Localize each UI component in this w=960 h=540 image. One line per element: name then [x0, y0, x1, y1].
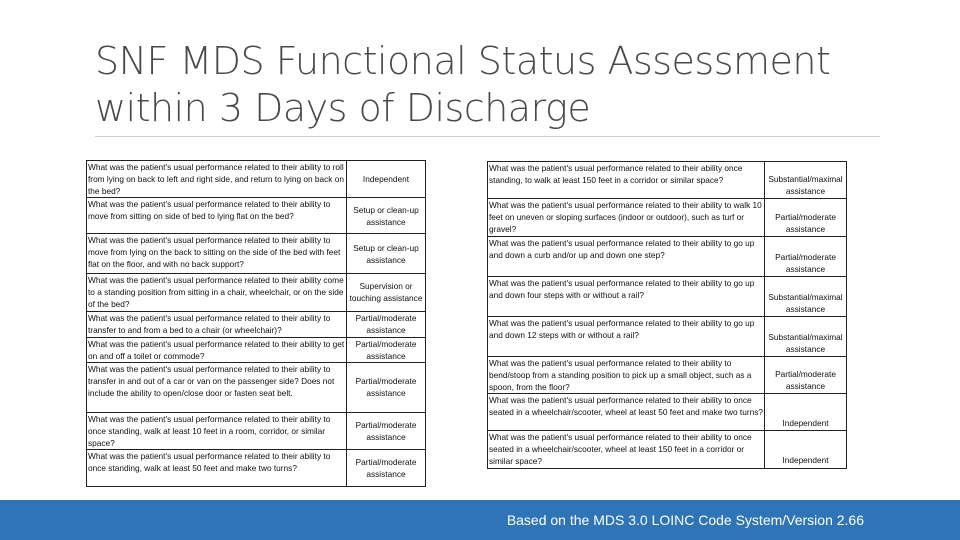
question-cell: What was the patient's usual performance related to their ability to once standing, walk at least 10 feet in a room, corridor, or similar space? [87, 412, 347, 449]
answer-cell: Partial/moderate assistance [765, 199, 847, 237]
table-row [87, 450, 426, 487]
table-row [488, 431, 847, 468]
answer-cell: Partial/moderate assistance [347, 450, 426, 487]
answer-cell: Independent [765, 394, 847, 431]
question-cell: What was the patient's usual performance related to their ability to go up and down four steps with or without a rail? [488, 277, 765, 317]
answer-cell: Partial/moderate assistance [347, 412, 426, 449]
title-line-1: SNF MDS Functional Status Assessment [95, 39, 831, 83]
answer-cell: Substantial/maximal assistance [765, 162, 847, 199]
answer-cell: Partial/moderate assistance [347, 337, 426, 362]
right-assessment-table [487, 161, 847, 469]
title-line-2: within 3 Days of Discharge [95, 86, 591, 130]
question-cell: What was the patient's usual performance related to their ability to move from lying on the back to sitting on the side of the bed with feet flat on the floor, and with no back support? [87, 234, 347, 274]
answer-cell: Substantial/maximal assistance [765, 317, 847, 357]
question-cell: What was the patient's usual performance related to their ability to transfer to and from a bed to a chair (or wheelchair)? [87, 311, 347, 337]
question-cell: What was the patient's usual performance related to their ability to get on and off a toilet or commode? [87, 337, 347, 362]
question-cell: What was the patient's usual performance related to their ability to transfer in and out of a car or van on the passenger side? Does not include the ability to open/close door or fasten seat belt. [87, 362, 347, 412]
table-row [488, 277, 847, 317]
question-cell: What was the patient's usual performance related to their ability to once seated in a wheelchair/scooter, wheel at least 150 feet in a corridor or similar space? [488, 431, 765, 468]
question-cell: What was the patient's usual performance related to their ability to once seated in a wheelchair/scooter, wheel at least 50 feet and make two turns? [488, 394, 765, 431]
table-row [488, 162, 847, 199]
answer-cell: Setup or clean-up assistance [347, 234, 426, 274]
table-row [87, 274, 426, 311]
answer-cell: Supervision or touching assistance [347, 274, 426, 311]
table-row [87, 412, 426, 449]
left-assessment-table [86, 160, 426, 487]
table-row [87, 198, 426, 234]
table-row [87, 337, 426, 362]
question-cell: What was the patient's usual performance related to their ability to roll from lying on back to left and right side, and return to lying on back on the bed? [87, 161, 347, 198]
answer-cell: Partial/moderate assistance [765, 357, 847, 394]
question-cell: What was the patient's usual performance related to their ability come to a standing position from sitting in a chair, wheelchair, or on the side of the bed? [87, 274, 347, 311]
answer-cell: Partial/moderate assistance [347, 311, 426, 337]
table-row [488, 317, 847, 357]
table-row [87, 234, 426, 274]
question-cell: What was the patient's usual performance related to their ability to move from sitting on side of bed to lying flat on the bed? [87, 198, 347, 234]
question-cell: What was the patient's usual performance related to their ability to walk 10 feet on uneven or sloping surfaces (indoor or outdoor), such as turf or gravel? [488, 199, 765, 237]
answer-cell: Partial/moderate assistance [765, 237, 847, 277]
table-row [488, 357, 847, 394]
question-cell: What was the patient's usual performance related to their ability once standing, to walk at least 150 feet in a corridor or similar space? [488, 162, 765, 199]
source-footnote: Based on the MDS 3.0 LOINC Code System/Version 2.66 [506, 512, 864, 528]
table-row [488, 394, 847, 431]
question-cell: What was the patient's usual performance related to their ability to once standing, walk at least 50 feet and make two turns? [87, 450, 347, 487]
table-row [87, 161, 426, 198]
table-row [488, 237, 847, 277]
table-row [87, 311, 426, 337]
slide-title [95, 38, 915, 132]
table-row [488, 199, 847, 237]
question-cell: What was the patient's usual performance related to their ability to go up and down a curb and/or up and down one step? [488, 237, 765, 277]
answer-cell: Partial/moderate assistance [347, 362, 426, 412]
title-divider [95, 136, 880, 137]
answer-cell: Substantial/maximal assistance [765, 277, 847, 317]
table-row [87, 362, 426, 412]
answer-cell: Independent [765, 431, 847, 468]
answer-cell: Independent [347, 161, 426, 198]
answer-cell: Setup or clean-up assistance [347, 198, 426, 234]
question-cell: What was the patient's usual performance related to their ability to go up and down 12 steps with or without a rail? [488, 317, 765, 357]
question-cell: What was the patient's usual performance related to their ability to bend/stoop from a standing position to pick up a small object, such as a spoon, from the floor? [488, 357, 765, 394]
